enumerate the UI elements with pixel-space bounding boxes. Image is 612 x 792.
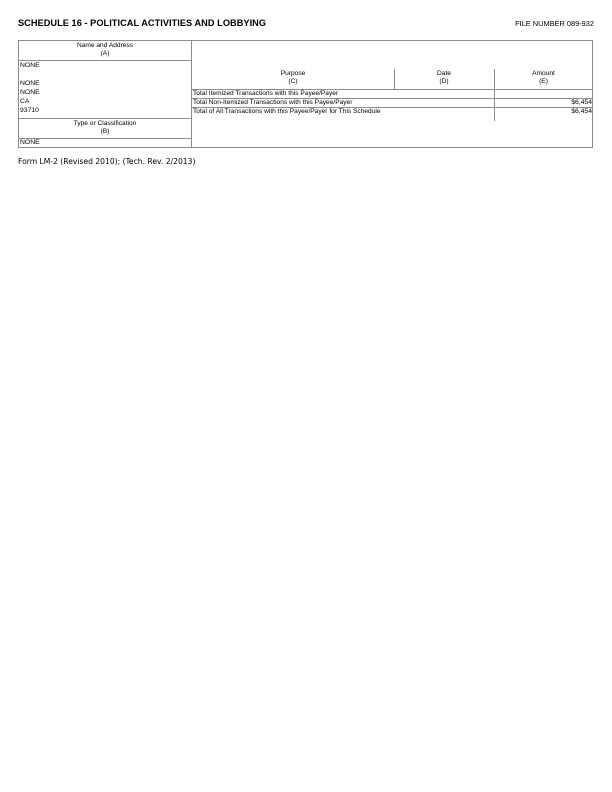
payee-state: CA [20,98,30,105]
table-row [192,107,593,116]
row-label: Total Itemized Transactions with this Payee/Payer [193,90,339,97]
table-row [192,89,593,98]
row-label: Total Non-Itemized Transactions with this Payee/Payer [193,99,353,106]
payee-panel [19,41,192,147]
divider [19,138,191,139]
row-label: Total of All Transactions with this Payee/Payer for This Schedule [193,108,381,115]
date-column-header: Date (D) [437,70,451,86]
payee-name: NONE [20,62,40,69]
form-footer: Form LM-2 (Revised 2010); (Tech. Rev. 2/2013) [18,157,196,166]
transactions-table [192,41,593,147]
payee-address-line-1: NONE [20,80,40,87]
divider [19,60,191,61]
type-classification-value: NONE [20,139,40,146]
payee-city: NONE [20,89,40,96]
schedule-title: SCHEDULE 16 - POLITICAL ACTIVITIES AND LOBBYING [18,18,267,28]
row-amount: $6,454 [571,99,592,106]
row-amount: $6,454 [571,108,592,115]
file-number: FILE NUMBER 089-932 [515,19,594,28]
amount-column-header: Amount (E) [532,70,555,86]
table-row [192,98,593,107]
purpose-column-header: Purpose (C) [280,70,306,86]
payee-zip: 93710 [20,107,39,114]
type-classification-heading: Type or Classification (B) [73,120,137,136]
schedule-form [18,40,593,148]
column-divider [394,69,395,89]
divider [19,118,191,119]
name-address-heading: Name and Address (A) [76,42,134,58]
